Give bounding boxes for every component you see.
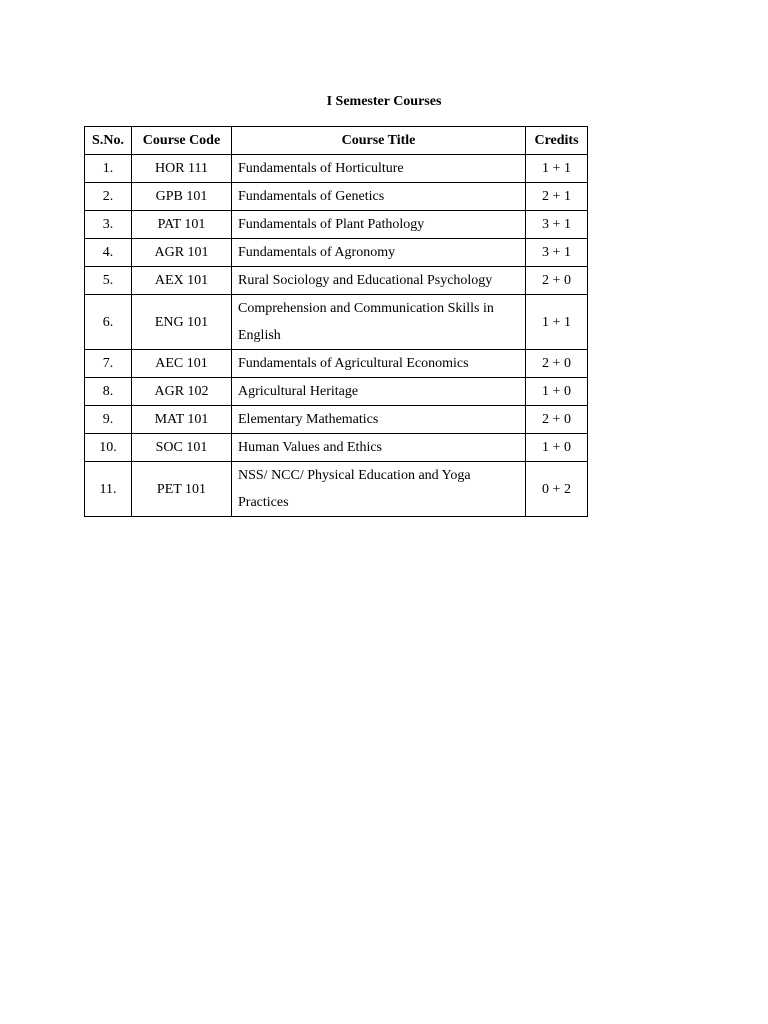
header-course-title: Course Title [232, 127, 526, 155]
table-header-row [85, 127, 588, 155]
cell-course-title: Fundamentals of Genetics [232, 183, 526, 211]
cell-course-title: NSS/ NCC/ Physical Education and Yoga Practices [232, 462, 526, 517]
cell-course-code: MAT 101 [132, 406, 232, 434]
table-row [85, 155, 588, 183]
table-row [85, 267, 588, 295]
cell-credits: 1 + 0 [526, 434, 588, 462]
cell-course-code: AEX 101 [132, 267, 232, 295]
cell-course-code: AGR 101 [132, 239, 232, 267]
table-row [85, 239, 588, 267]
cell-course-title: Fundamentals of Agronomy [232, 239, 526, 267]
cell-credits: 2 + 0 [526, 350, 588, 378]
cell-course-title: Comprehension and Communication Skills in English [232, 295, 526, 350]
table-row [85, 295, 588, 350]
table-row [85, 378, 588, 406]
cell-course-code: HOR 111 [132, 155, 232, 183]
cell-course-code: PET 101 [132, 462, 232, 517]
cell-sno: 6. [85, 295, 132, 350]
cell-sno: 4. [85, 239, 132, 267]
cell-course-code: SOC 101 [132, 434, 232, 462]
header-course-code: Course Code [132, 127, 232, 155]
cell-course-code: GPB 101 [132, 183, 232, 211]
cell-credits: 3 + 1 [526, 239, 588, 267]
cell-credits: 2 + 0 [526, 267, 588, 295]
table-row [85, 462, 588, 517]
cell-credits: 2 + 1 [526, 183, 588, 211]
cell-sno: 2. [85, 183, 132, 211]
cell-sno: 11. [85, 462, 132, 517]
cell-credits: 1 + 0 [526, 378, 588, 406]
cell-credits: 3 + 1 [526, 211, 588, 239]
cell-course-title: Fundamentals of Plant Pathology [232, 211, 526, 239]
cell-sno: 8. [85, 378, 132, 406]
cell-sno: 5. [85, 267, 132, 295]
cell-course-title: Human Values and Ethics [232, 434, 526, 462]
cell-course-code: AGR 102 [132, 378, 232, 406]
cell-course-code: AEC 101 [132, 350, 232, 378]
cell-course-title: Fundamentals of Agricultural Economics [232, 350, 526, 378]
cell-course-title: Fundamentals of Horticulture [232, 155, 526, 183]
cell-credits: 2 + 0 [526, 406, 588, 434]
cell-sno: 10. [85, 434, 132, 462]
table-row [85, 183, 588, 211]
cell-credits: 0 + 2 [526, 462, 588, 517]
table-row [85, 406, 588, 434]
header-credits: Credits [526, 127, 588, 155]
cell-course-code: ENG 101 [132, 295, 232, 350]
table-row [85, 434, 588, 462]
document-title: I Semester Courses [326, 94, 442, 109]
courses-table [84, 126, 588, 517]
cell-sno: 7. [85, 350, 132, 378]
cell-course-title: Rural Sociology and Educational Psychology [232, 267, 526, 295]
cell-sno: 1. [85, 155, 132, 183]
cell-course-code: PAT 101 [132, 211, 232, 239]
header-sno: S.No. [85, 127, 132, 155]
cell-course-title: Agricultural Heritage [232, 378, 526, 406]
cell-course-title: Elementary Mathematics [232, 406, 526, 434]
table-row [85, 350, 588, 378]
cell-sno: 9. [85, 406, 132, 434]
table-row [85, 211, 588, 239]
cell-credits: 1 + 1 [526, 155, 588, 183]
cell-sno: 3. [85, 211, 132, 239]
cell-credits: 1 + 1 [526, 295, 588, 350]
